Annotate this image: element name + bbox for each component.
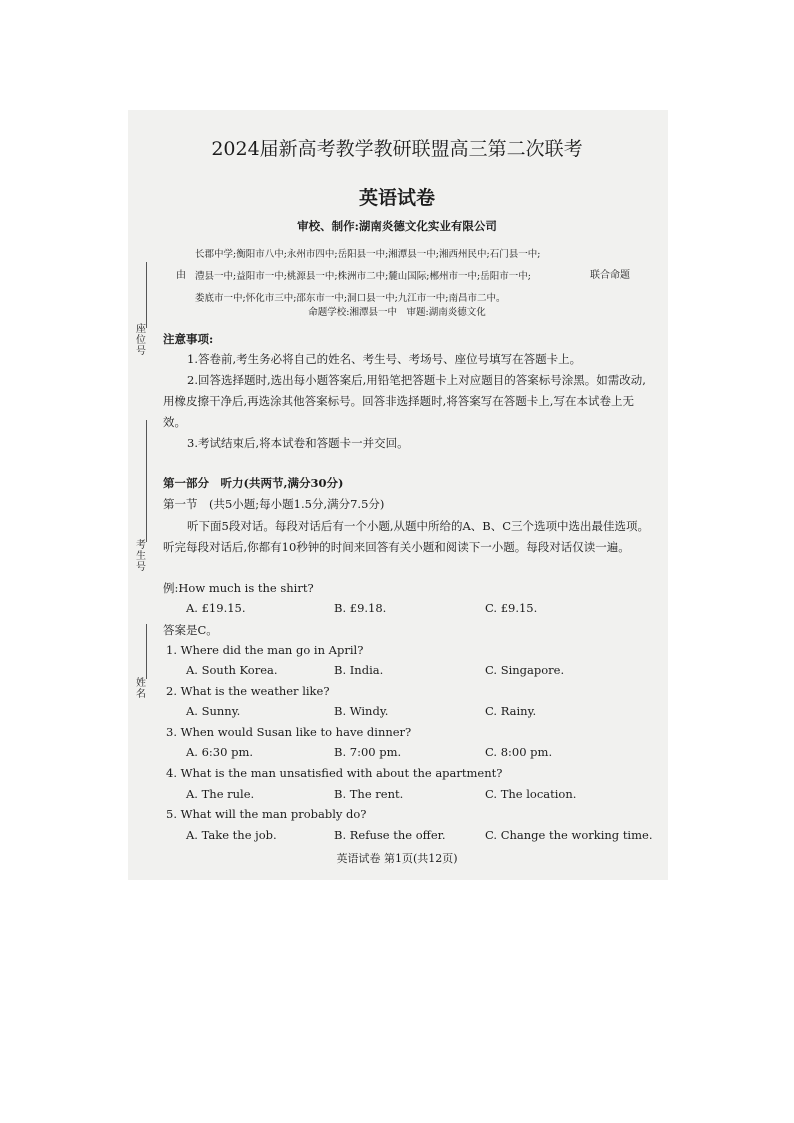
example-option-a: A. £19.15.: [186, 601, 246, 615]
notice-item-2: 2.回答选择题时,选出每小题答案后,用铅笔把答题卡上对应题目的答案标号涂黑。如需改动,用橡皮擦干净后,再选涂其他答案标号。回答非选择题时,将答案写在答题卡上,写在本试卷上无效。: [163, 373, 646, 429]
q3-option-b: B. 7:00 pm.: [334, 745, 402, 759]
q4-option-b: B. The rent.: [334, 787, 404, 801]
example-option-c: C. £9.15.: [485, 601, 538, 615]
q2-option-b: B. Windy.: [334, 704, 389, 718]
q1-option-b: B. India.: [334, 663, 384, 677]
seat-line: [146, 262, 147, 328]
example-option-b: B. £9.18.: [334, 601, 387, 615]
proposer-line: 命题学校:湘潭县一中 审题:湖南炎德文化: [308, 307, 486, 318]
question-4: 4. What is the man unsatisfied with about the apartment?: [166, 766, 503, 780]
example-question: 例:How much is the shirt?: [163, 581, 314, 595]
listening-instructions: 听下面5段对话。每段对话后有一个小题,从题中所给的A、B、C三个选项中选出最佳选项。听完每段对话后,你都有10秒钟的时间来回答有关小题和阅读下一小题。每段对话仅读一遍。: [163, 519, 650, 554]
q5-option-a: A. Take the job.: [186, 828, 277, 842]
question-5: 5. What will the man probably do?: [166, 807, 367, 821]
notice-heading: 注意事项:: [163, 332, 214, 346]
q5-option-c: C. Change the working time.: [485, 828, 653, 842]
q4-option-c: C. The location.: [485, 787, 577, 801]
notice-item-1: 1.答卷前,考生务必将自己的姓名、考生号、考场号、座位号填写在答题卡上。: [187, 352, 582, 366]
school-list: [195, 244, 540, 310]
exam-no-label: 考生号: [136, 540, 147, 573]
part1-heading: 第一部分 听力(共两节,满分30分): [163, 476, 344, 490]
q3-option-c: C. 8:00 pm.: [485, 745, 553, 759]
notice-item-3: 3.考试结束后,将本试卷和答题卡一并交回。: [187, 436, 409, 450]
name-line: [146, 624, 147, 679]
by-label: 由: [176, 270, 186, 281]
producer-line: 审校、制作:湖南炎德文化实业有限公司: [297, 219, 497, 233]
page-footer: 英语试卷 第1页(共12页): [336, 852, 458, 865]
school-line: 长郡中学;衡阳市八中;永州市四中;岳阳县一中;湘潭县一中;湘西州民中;石门县一中;: [195, 249, 541, 260]
question-1: 1. Where did the man go in April?: [166, 643, 364, 657]
question-3: 3. When would Susan like to have dinner?: [166, 725, 412, 739]
q2-option-c: C. Rainy.: [485, 704, 537, 718]
section1-heading: 第一节 (共5小题;每小题1.5分,满分7.5分): [163, 497, 385, 511]
school-line: 娄底市一中;怀化市三中;邵东市一中;洞口县一中;九江市一中;南昌市二中。: [195, 293, 506, 304]
q1-option-c: C. Singapore.: [485, 663, 565, 677]
exam-title: 2024届新高考教学教研联盟高三第二次联考: [211, 138, 583, 160]
q2-option-a: A. Sunny.: [186, 704, 241, 718]
q1-option-a: A. South Korea.: [186, 663, 278, 677]
joint-label: 联合命题: [590, 270, 630, 281]
question-2: 2. What is the weather like?: [166, 684, 330, 698]
q4-option-a: A. The rule.: [186, 787, 255, 801]
exam-no-line: [146, 420, 147, 542]
q5-option-b: B. Refuse the offer.: [334, 828, 446, 842]
subject-title: 英语试卷: [358, 187, 435, 209]
q3-option-a: A. 6:30 pm.: [186, 745, 254, 759]
example-answer: 答案是C。: [163, 623, 218, 637]
name-label: 姓名: [136, 678, 147, 700]
school-line: 澧县一中;益阳市一中;桃源县一中;株洲市二中;麓山国际;郴州市一中;岳阳市一中;: [195, 271, 531, 282]
seat-label: 座位号: [136, 324, 147, 357]
